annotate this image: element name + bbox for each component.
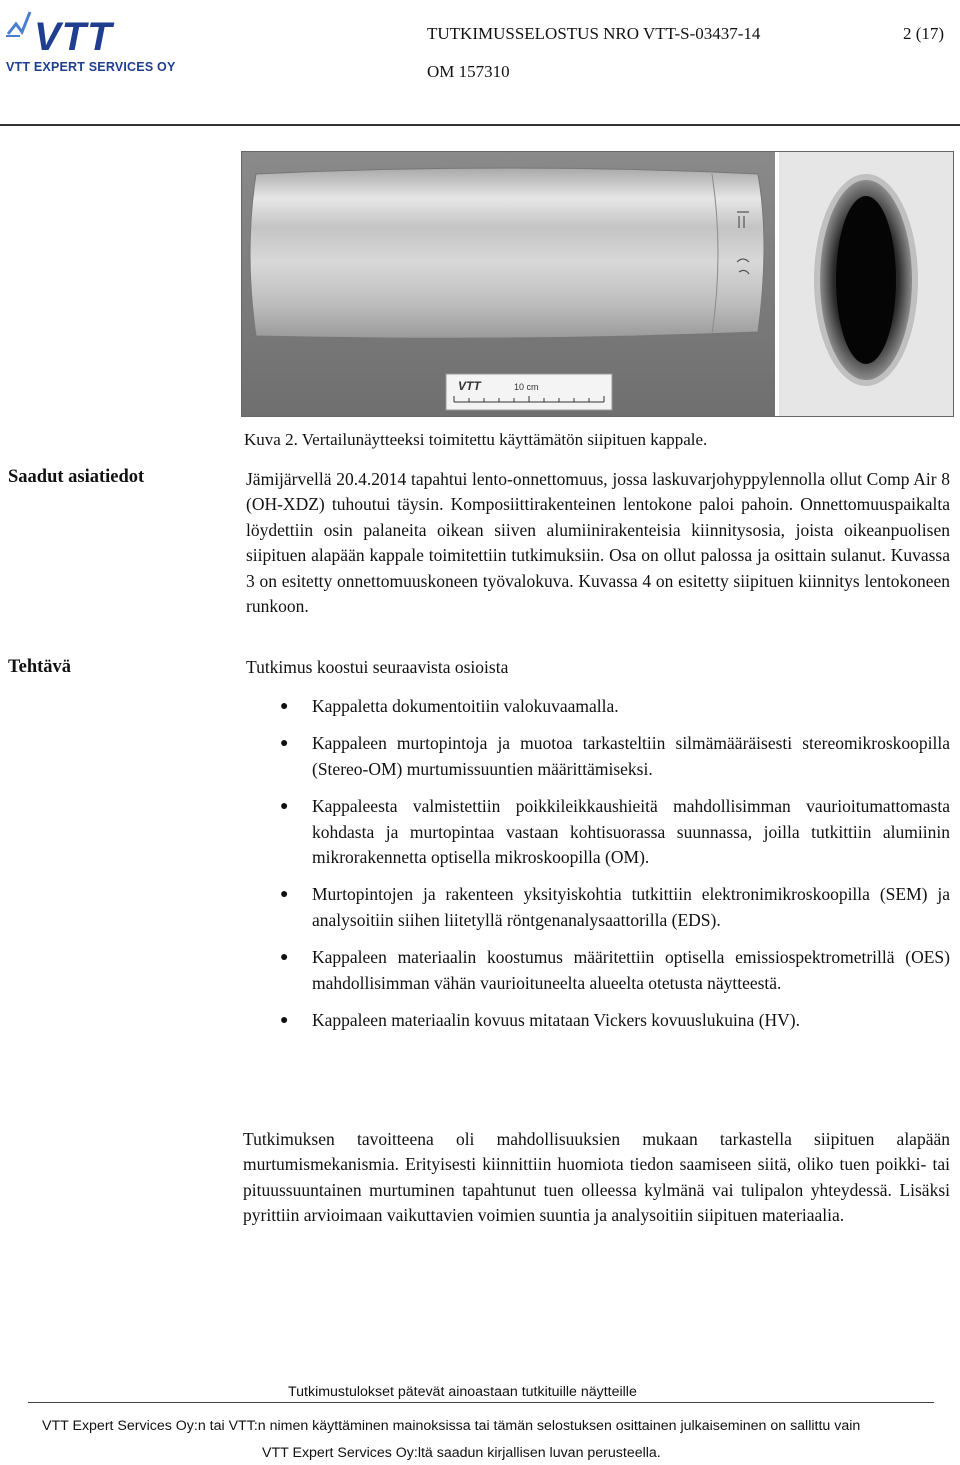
ruler-label: 10 cm bbox=[514, 382, 539, 392]
logo-text: VTT bbox=[34, 15, 113, 56]
list-item: ● Murtopintojen ja rakenteen yksityiskohtia tutkittiin elektronimikroskoopilla (SEM) ja analysoitiin siihen liitetyllä röntgenanalysaattorilla (EDS). bbox=[280, 884, 950, 930]
section-heading-task: Tehtävä bbox=[8, 657, 72, 677]
list-item: ● Kappaleen murtopintoja ja muotoa tarkasteltiin silmämääräisesti stereomikroskoopilla (Stereo-OM) murtumissuuntien määrittämiseksi. bbox=[280, 733, 950, 779]
background-paragraph: Jämijärvellä 20.4.2014 tapahtui lento-onnettomuus, jossa laskuvarjohyppylennolla ollut Comp Air 8 (OH-XDZ) tuhoutui täysin. Komposiittirakenteinen lentokone paloi pahoin. Onnettomuuspaikalta löydettiin osin palaneita oikean siiven alumiinirakenteisia kiinnitysosia, joista oikeanpuolisen siipituen alapään kappale toimitettiin tutkimuksiin. Osa on ollut palossa ja osittain sulanut. Kuvassa 3 on esitetty onnettomuuskoneen työvalokuva. Kuvassa 4 on esitetty siipituen kiinnitys lentokoneen runkoon. bbox=[246, 469, 950, 617]
list-item: ● Kappaleen materiaalin kovuus mitataan Vickers kovuuslukuina (HV). bbox=[246, 1008, 950, 1033]
footer-line-1: Tutkimustulokset pätevät ainoastaan tutkituille näytteille bbox=[288, 1384, 637, 1400]
page-header bbox=[0, 0, 960, 126]
bullet-icon: ● bbox=[280, 699, 289, 714]
sample-photo-image bbox=[242, 152, 953, 416]
bullet-icon: ● bbox=[280, 887, 289, 903]
ruler-brand: VTT bbox=[458, 379, 481, 393]
conclusion-paragraph: Tutkimuksen tavoitteena oli mahdollisuuksien mukaan tarkastella siipituen alapään murtumismekanismia. Erityisesti kiinnittiin huomiota tiedon saamiseen siitä, oliko tuen poikki- tai pituussuuntainen murtuminen tapahtunut tuen olleessa kylmänä vai tulipalon yhteydessä. Lisäksi pyrittiin arvioimaan vaikuttavien voimien suuntia ja analysoitiin siipituen materiaalia. bbox=[243, 1129, 950, 1226]
bullet-icon: ● bbox=[280, 1013, 289, 1029]
section-heading-background: Saadut asiatiedot bbox=[8, 467, 145, 487]
footer-line-3: VTT Expert Services Oy:ltä saadun kirjallisen luvan perusteella. bbox=[262, 1445, 661, 1461]
task-list bbox=[246, 694, 950, 1045]
footer-divider bbox=[28, 1402, 934, 1403]
report-title: TUTKIMUSSELOSTUS NRO VTT-S-03437-14 bbox=[427, 24, 761, 43]
footer-line-2: VTT Expert Services Oy:n tai VTT:n nimen käyttäminen mainoksissa tai tämän selostuksen osittainen julkaiseminen on sallittu vain bbox=[42, 1418, 861, 1434]
figure-caption: Kuva 2. Vertailunäytteeksi toimitettu käyttämätön siipituen kappale. bbox=[244, 430, 708, 449]
vtt-logo-icon bbox=[6, 6, 156, 56]
figure-photo bbox=[241, 151, 954, 417]
page-number: 2 (17) bbox=[903, 24, 945, 43]
bullet-icon: ● bbox=[280, 799, 289, 815]
list-item: ● Kappaleesta valmistettiin poikkileikkaushieitä mahdollisimman vaurioitumattomasta kohdasta ja murtopintaa vastaan kohtisuorassa suunnassa, joilla tutkittiin alumiinin mikrorakennetta optisella mikroskoopilla (OM). bbox=[280, 796, 950, 868]
list-item: ● Kappaleen materiaalin koostumus määritettiin optisella emissiospektrometrillä (OES) mahdollisimman vähän vaurioituneelta alueelta otetusta näytteestä. bbox=[280, 947, 950, 993]
header-divider bbox=[0, 124, 960, 126]
list-item: ● Kappaletta dokumentoitiin valokuvaamalla. bbox=[246, 694, 950, 719]
bullet-icon: ● bbox=[280, 950, 289, 966]
order-number: OM 157310 bbox=[427, 62, 510, 81]
task-intro: Tutkimus koostui seuraavista osioista bbox=[246, 657, 509, 677]
bullet-icon: ● bbox=[280, 736, 289, 752]
logo-subtitle: VTT EXPERT SERVICES OY bbox=[6, 60, 176, 74]
